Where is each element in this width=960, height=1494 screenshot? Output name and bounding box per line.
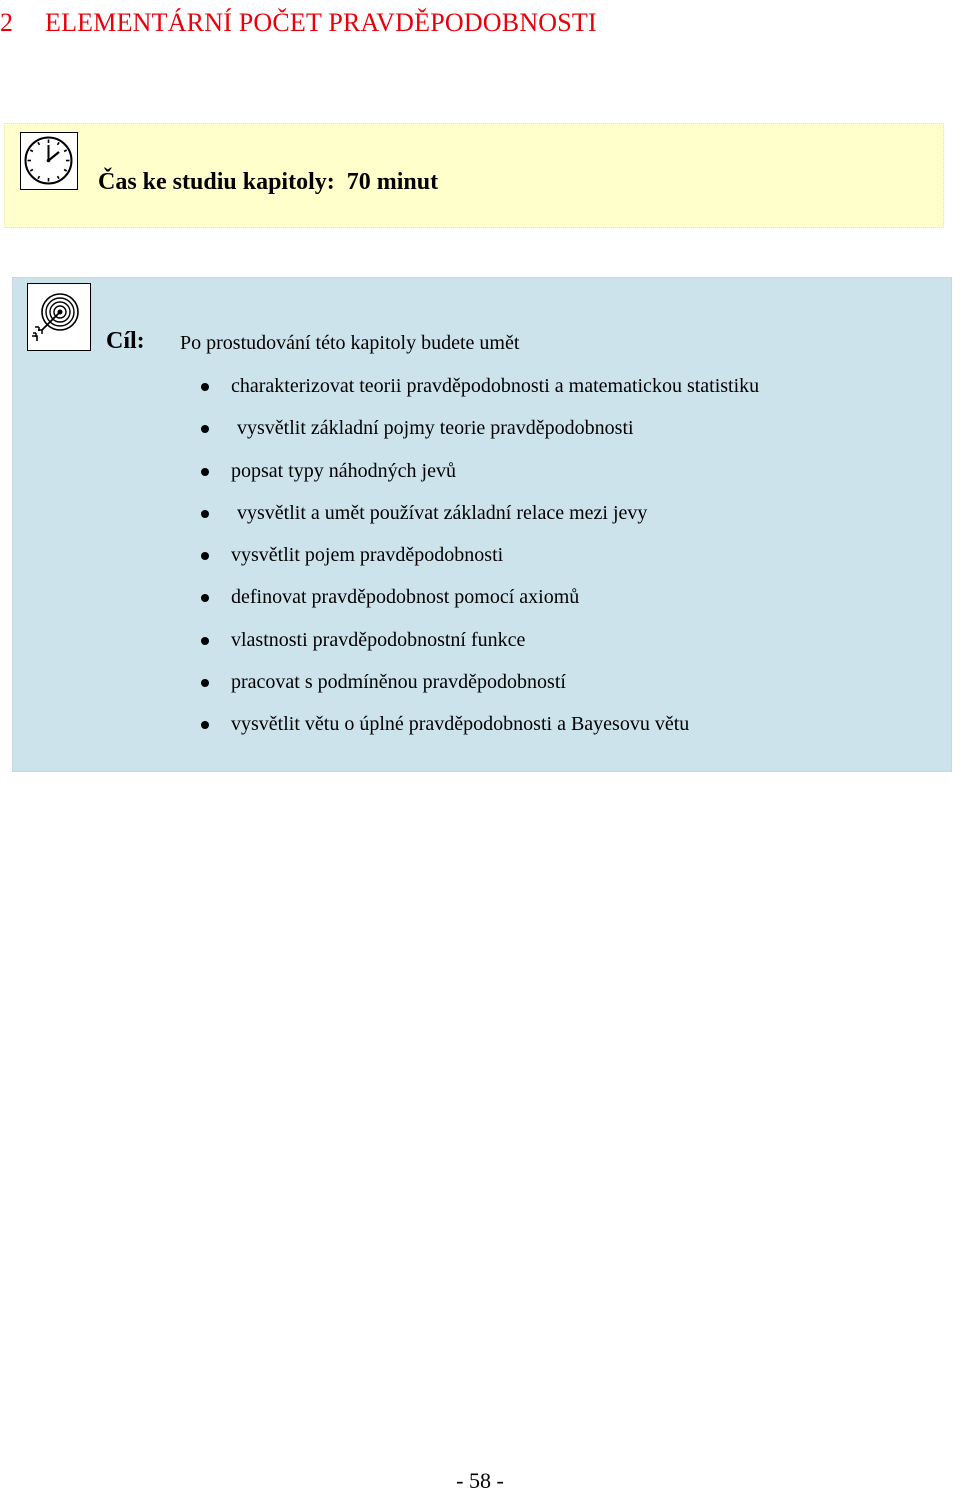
bullet-icon [201, 594, 209, 602]
list-item-text: pracovat s podmíněnou pravděpodobností [231, 671, 566, 694]
chapter-number: 2 [0, 8, 14, 37]
study-time-value: 70 minut [346, 169, 439, 195]
bullet-icon [201, 679, 209, 687]
list-item-text: definovat pravděpodobnost pomocí axiomů [231, 586, 580, 609]
bullet-icon [201, 425, 209, 433]
list-item-text: vlastnosti pravděpodobnostní funkce [231, 628, 526, 651]
bullet-icon [201, 468, 209, 476]
chapter-title: ELEMENTÁRNÍ POČET PRAVDĚPODOBNOSTI [45, 8, 597, 37]
bullet-icon [201, 510, 209, 518]
target-icon [27, 283, 91, 351]
clock-icon [20, 132, 78, 190]
study-time-box [4, 123, 944, 228]
bullet-icon [201, 721, 209, 729]
goal-intro: Po prostudování této kapitoly budete umět [180, 332, 520, 354]
bullet-icon [201, 383, 209, 391]
chapter-heading [0, 8, 597, 38]
study-time-text [98, 169, 438, 196]
list-item-text: vysvětlit a umět používat základní relace mezi jevy [237, 501, 648, 524]
list-item-text: vysvětlit pojem pravděpodobnosti [231, 544, 504, 567]
page-number: - 58 - [456, 1468, 504, 1493]
bullet-icon [201, 637, 209, 645]
goal-label: Cíl: [106, 328, 145, 354]
list-item-text: vysvětlit větu o úplné pravděpodobnosti a Bayesovu větu [231, 713, 690, 736]
bullet-icon [201, 552, 209, 560]
study-time-label: Čas ke studiu kapitoly: [98, 169, 335, 195]
goals-box [12, 277, 952, 772]
list-item-text: popsat typy náhodných jevů [231, 459, 456, 482]
list-item-text: vysvětlit základní pojmy teorie pravděpodobnosti [237, 417, 634, 440]
list-item-text: charakterizovat teorii pravděpodobnosti a matematickou statistiku [231, 375, 760, 397]
